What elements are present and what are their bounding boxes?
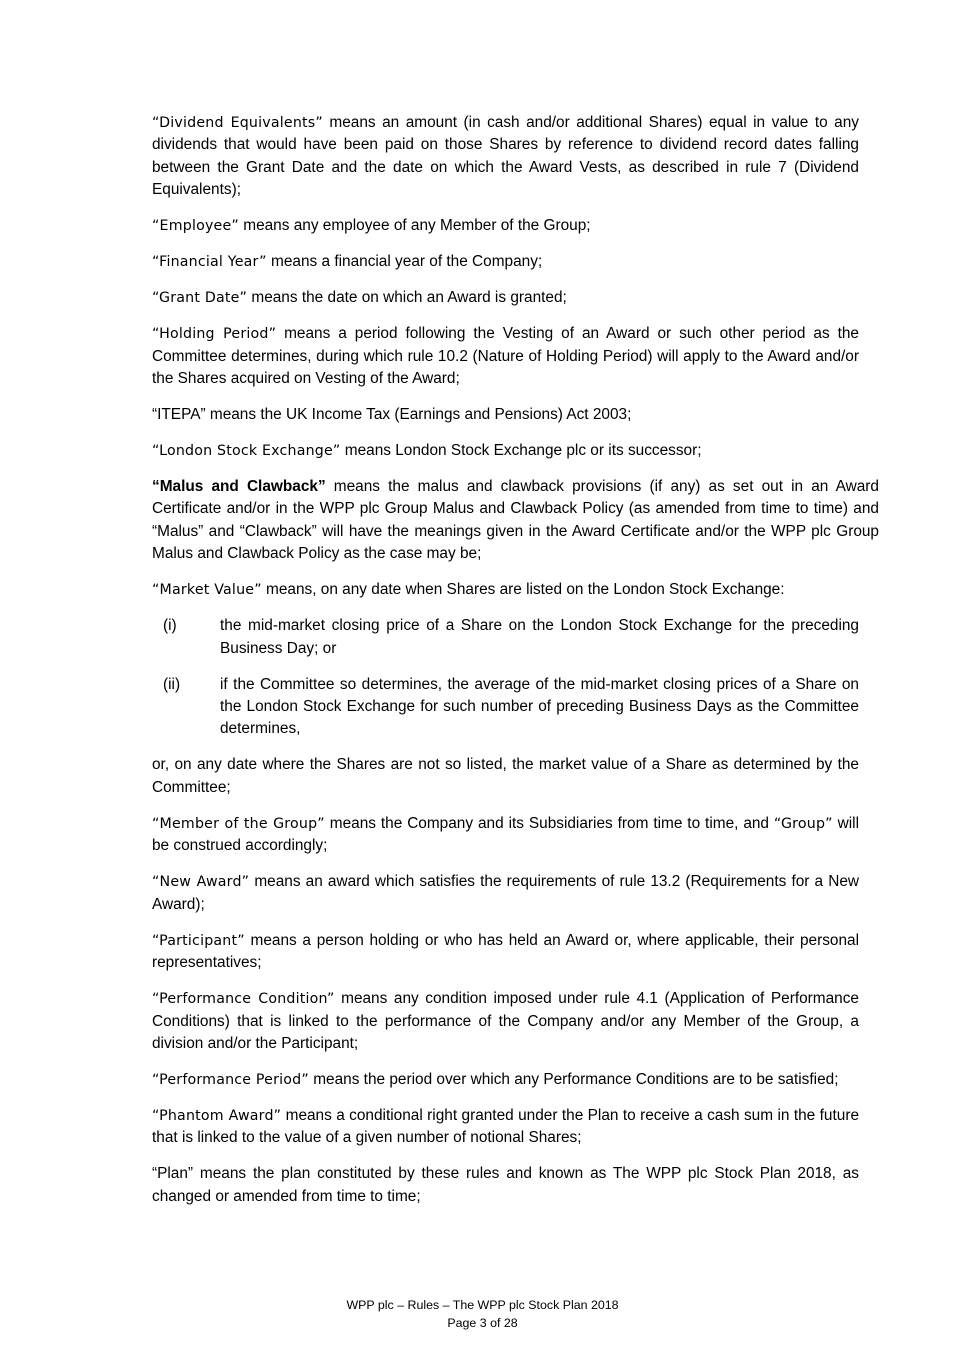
definition-text: means the plan constituted by these rules and known as The WPP plc Stock Plan 2018, as changed or amended from time to time; bbox=[152, 1165, 859, 1205]
list-item-number: (i) bbox=[163, 617, 177, 635]
definition-london-stock-exchange bbox=[152, 440, 859, 462]
defined-term: “Financial Year” bbox=[152, 254, 267, 271]
defined-term: “Performance Condition” bbox=[152, 991, 335, 1008]
definition-employee bbox=[152, 215, 859, 237]
list-item-text: the mid-market closing price of a Share on the London Stock Exchange for the preceding Business Day; or bbox=[220, 617, 859, 657]
defined-term: “Market Value” bbox=[152, 582, 262, 599]
defined-term: “Holding Period” bbox=[152, 326, 277, 343]
list-item bbox=[152, 615, 859, 660]
definition-performance-condition bbox=[152, 988, 859, 1055]
definition-plan bbox=[152, 1163, 859, 1208]
definition-text: will be construed accordingly; bbox=[152, 814, 860, 855]
defined-term: “Phantom Award” bbox=[152, 1107, 282, 1124]
definition-text: means the date on which an Award is granted; bbox=[247, 289, 567, 307]
definition-text: means a conditional right granted under the Plan to receive a cash sum in the future that is linked to the value of a given number of notional Shares; bbox=[152, 1106, 859, 1147]
definition-text: means an amount (in cash and/or additional Shares) equal in value to any dividends that would have been paid on those Shares by reference to dividend record dates falling between the Grant Date and the date on which the Award Vests, as described in rule 7 (Dividend Equivalents); bbox=[152, 114, 859, 199]
list-item-number: (ii) bbox=[163, 675, 181, 693]
definition-text: means any condition imposed under rule 4.1 (Application of Performance Conditions) that is linked to the performance of the Company and/or any Member of the Group, a division and/or the Participant; bbox=[152, 990, 859, 1052]
definition-text: means the UK Income Tax (Earnings and Pensions) Act 2003; bbox=[205, 406, 632, 424]
definition-grant-date bbox=[152, 287, 859, 309]
defined-term: “Member of the Group” bbox=[152, 815, 325, 832]
definition-text: means a period following the Vesting of an Award or such other period as the Committee determines, during which rule 10.2 (Nature of Holding Period) will apply to the Award and/or the Shares acquired on Vesting of the Award; bbox=[152, 325, 859, 388]
definition-member-of-the-group bbox=[152, 813, 859, 858]
market-value-tail: or, on any date where the Shares are not so listed, the market value of a Share as determined by the Committee; bbox=[152, 756, 859, 796]
defined-term: “Participant” bbox=[152, 932, 245, 949]
definition-text: means any employee of any Member of the Group; bbox=[238, 217, 591, 235]
list-item-text: if the Committee so determines, the average of the mid-market closing prices of a Share on the London Stock Exchange for such number of preceding Business Days as the Committee determines, bbox=[220, 675, 859, 738]
definition-text: means the period over which any Performance Conditions are to be satisfied; bbox=[308, 1070, 839, 1088]
definition-text: means an award which satisfies the requirements of rule 13.2 (Requirements for a New Award); bbox=[152, 873, 859, 913]
document-body bbox=[152, 112, 879, 1222]
defined-term: “ITEPA” bbox=[152, 406, 206, 424]
definition-phantom-award bbox=[152, 1105, 859, 1150]
defined-term: “Dividend Equivalents” bbox=[152, 115, 323, 131]
defined-term: “Employee” bbox=[152, 218, 239, 235]
definition-new-award bbox=[152, 871, 859, 916]
definition-text: means the malus and clawback provisions (if any) as set out in an Award Certificate and/or in the WPP plc Group Malus and Clawback Policy (as amended from time to time) and “Malus” and “Clawback” will have the meanings given in the Award Certificate and/or the WPP plc Group Malus and Clawback Policy as the case may be; bbox=[152, 478, 879, 563]
definition-performance-period bbox=[152, 1069, 859, 1091]
page-number: Page 3 of 28 bbox=[447, 1316, 518, 1331]
definition-market-value bbox=[152, 579, 859, 601]
page-footer bbox=[0, 1296, 965, 1333]
definition-malus-and-clawback bbox=[152, 476, 879, 566]
definition-text: means, on any date when Shares are listed on the London Stock Exchange: bbox=[261, 581, 785, 599]
definition-text: means a financial year of the Company; bbox=[266, 253, 543, 271]
definition-itepa bbox=[152, 404, 859, 426]
defined-term: “Group” bbox=[773, 815, 833, 832]
defined-term: “Plan” bbox=[152, 1165, 194, 1183]
defined-term: “Performance Period” bbox=[152, 1071, 309, 1088]
defined-term: “New Award” bbox=[152, 874, 250, 891]
definition-dividend-equivalents bbox=[152, 112, 859, 202]
defined-term: “London Stock Exchange” bbox=[152, 443, 341, 460]
defined-term: “Grant Date” bbox=[152, 290, 248, 307]
definition-text: means London Stock Exchange plc or its successor; bbox=[340, 442, 702, 460]
defined-term: “Malus and Clawback” bbox=[152, 478, 326, 496]
definition-text: means a person holding or who has held an Award or, where applicable, their personal representatives; bbox=[152, 931, 859, 972]
definition-holding-period bbox=[152, 323, 859, 390]
definition-participant bbox=[152, 930, 859, 975]
list-item bbox=[152, 674, 859, 741]
definition-text: means the Company and its Subsidiaries from time to time, and bbox=[324, 814, 774, 832]
definition-financial-year bbox=[152, 251, 859, 273]
footer-title: WPP plc – Rules – The WPP plc Stock Plan 2018 bbox=[346, 1298, 619, 1312]
